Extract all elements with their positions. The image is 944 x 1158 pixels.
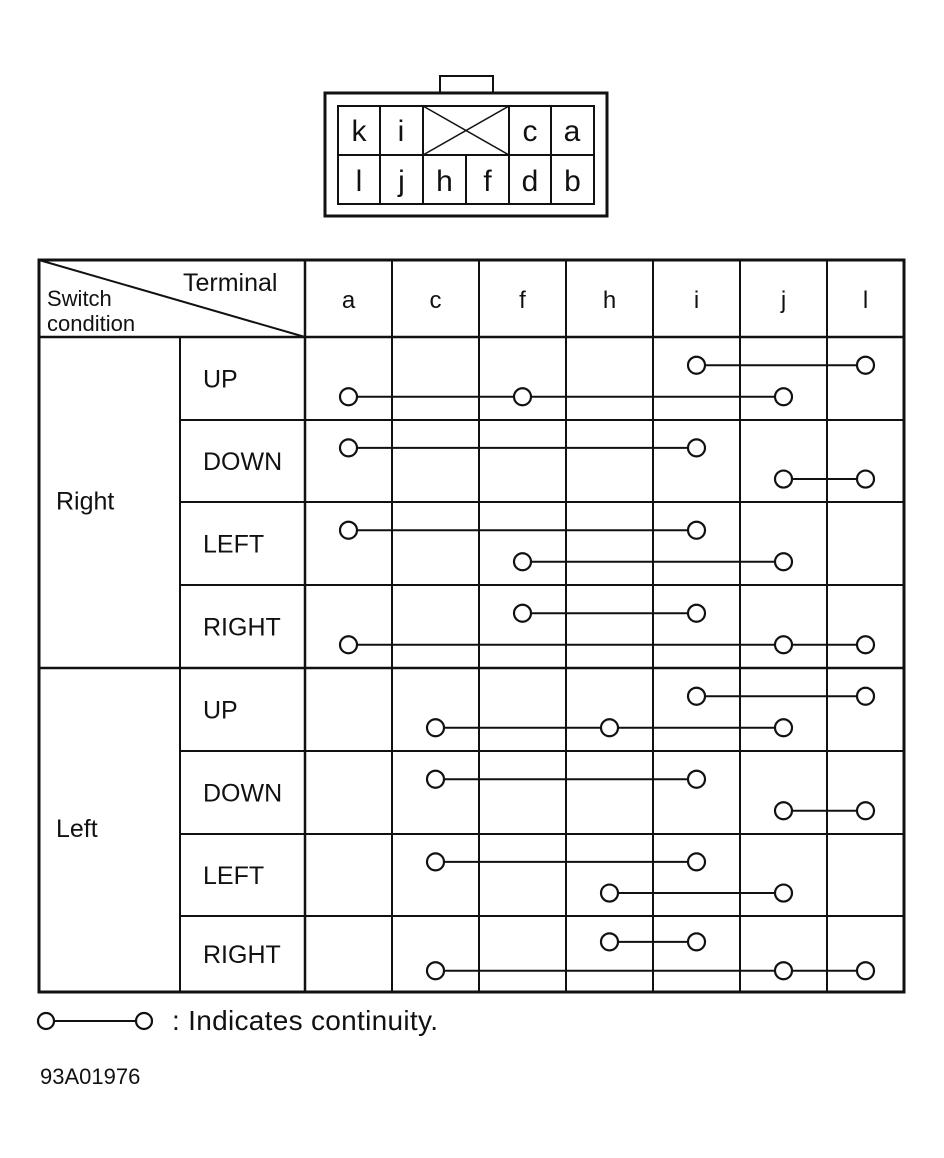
group-label-left: Left <box>56 815 98 843</box>
continuity-terminal-j <box>775 885 792 902</box>
continuity-terminal-a <box>340 439 357 456</box>
continuity-terminal-i <box>688 933 705 950</box>
connector-latch <box>440 76 493 93</box>
column-header-j: j <box>780 287 787 314</box>
continuity-terminal-l <box>857 688 874 705</box>
continuity-terminal-h <box>601 885 618 902</box>
connector-diagram <box>325 76 607 216</box>
connector-pin-f: f <box>483 165 492 198</box>
continuity-terminal-h <box>601 719 618 736</box>
continuity-terminal-l <box>857 471 874 488</box>
figure-code: 93A01976 <box>40 1064 141 1089</box>
continuity-terminal-j <box>775 802 792 819</box>
continuity-terminal-a <box>340 388 357 405</box>
header-terminal-label: Terminal <box>183 269 278 297</box>
continuity-terminal-a <box>340 522 357 539</box>
continuity-terminal-c <box>427 962 444 979</box>
continuity-terminal-j <box>775 719 792 736</box>
continuity-terminal-f <box>514 553 531 570</box>
table-border <box>39 260 904 992</box>
continuity-terminal-a <box>340 636 357 653</box>
continuity-terminal-i <box>688 771 705 788</box>
continuity-terminal-c <box>427 853 444 870</box>
legend-circle-left <box>38 1013 54 1029</box>
row-label-left-up: UP <box>203 696 238 725</box>
continuity-terminal-j <box>775 553 792 570</box>
continuity-terminal-c <box>427 719 444 736</box>
row-label-left-right: RIGHT <box>203 941 281 969</box>
legend-text: : Indicates continuity. <box>172 1005 439 1036</box>
connector-pin-k: k <box>351 115 367 148</box>
continuity-terminal-i <box>688 688 705 705</box>
column-header-a: a <box>341 287 356 314</box>
continuity-terminal-j <box>775 471 792 488</box>
connector-pin-h: h <box>436 165 453 198</box>
continuity-terminal-l <box>857 802 874 819</box>
continuity-terminal-i <box>688 357 705 374</box>
group-label-right: Right <box>56 487 115 516</box>
row-label-left-down: DOWN <box>203 779 283 808</box>
continuity-terminal-l <box>857 636 874 653</box>
continuity-legend-symbol <box>38 1013 152 1029</box>
continuity-terminal-c <box>427 771 444 788</box>
continuity-terminal-l <box>857 962 874 979</box>
connector-pin-c: c <box>522 115 538 148</box>
connector-pin-l: l <box>355 165 363 198</box>
continuity-terminal-f <box>514 388 531 405</box>
continuity-terminal-j <box>775 636 792 653</box>
column-header-l: l <box>862 287 869 314</box>
row-label-right-down: DOWN <box>203 448 283 476</box>
row-label-right-up: UP <box>203 365 238 394</box>
row-label-right-right: RIGHT <box>203 613 281 642</box>
connector-pin-i: i <box>397 115 405 148</box>
continuity-table <box>39 260 904 992</box>
continuity-terminal-j <box>775 388 792 405</box>
continuity-terminal-i <box>688 522 705 539</box>
column-header-h: h <box>602 287 617 314</box>
header-switch-label: Switch <box>47 286 112 311</box>
connector-pin-b: b <box>564 165 581 198</box>
column-header-i: i <box>693 287 700 314</box>
column-header-c: c <box>429 287 442 314</box>
connector-pin-j: j <box>398 165 405 198</box>
continuity-terminal-i <box>688 605 705 622</box>
column-header-f: f <box>519 287 526 314</box>
legend-circle-right <box>136 1013 152 1029</box>
row-label-left-left: LEFT <box>203 862 265 890</box>
continuity-terminal-f <box>514 605 531 622</box>
continuity-terminal-i <box>688 853 705 870</box>
row-label-right-left: LEFT <box>203 530 265 559</box>
header-condition-label: condition <box>47 311 136 336</box>
continuity-terminal-h <box>601 933 618 950</box>
connector-pin-d: d <box>521 165 539 198</box>
continuity-terminal-j <box>775 962 792 979</box>
continuity-terminal-i <box>688 439 705 456</box>
continuity-terminal-l <box>857 357 874 374</box>
connector-pin-a: a <box>563 115 581 148</box>
